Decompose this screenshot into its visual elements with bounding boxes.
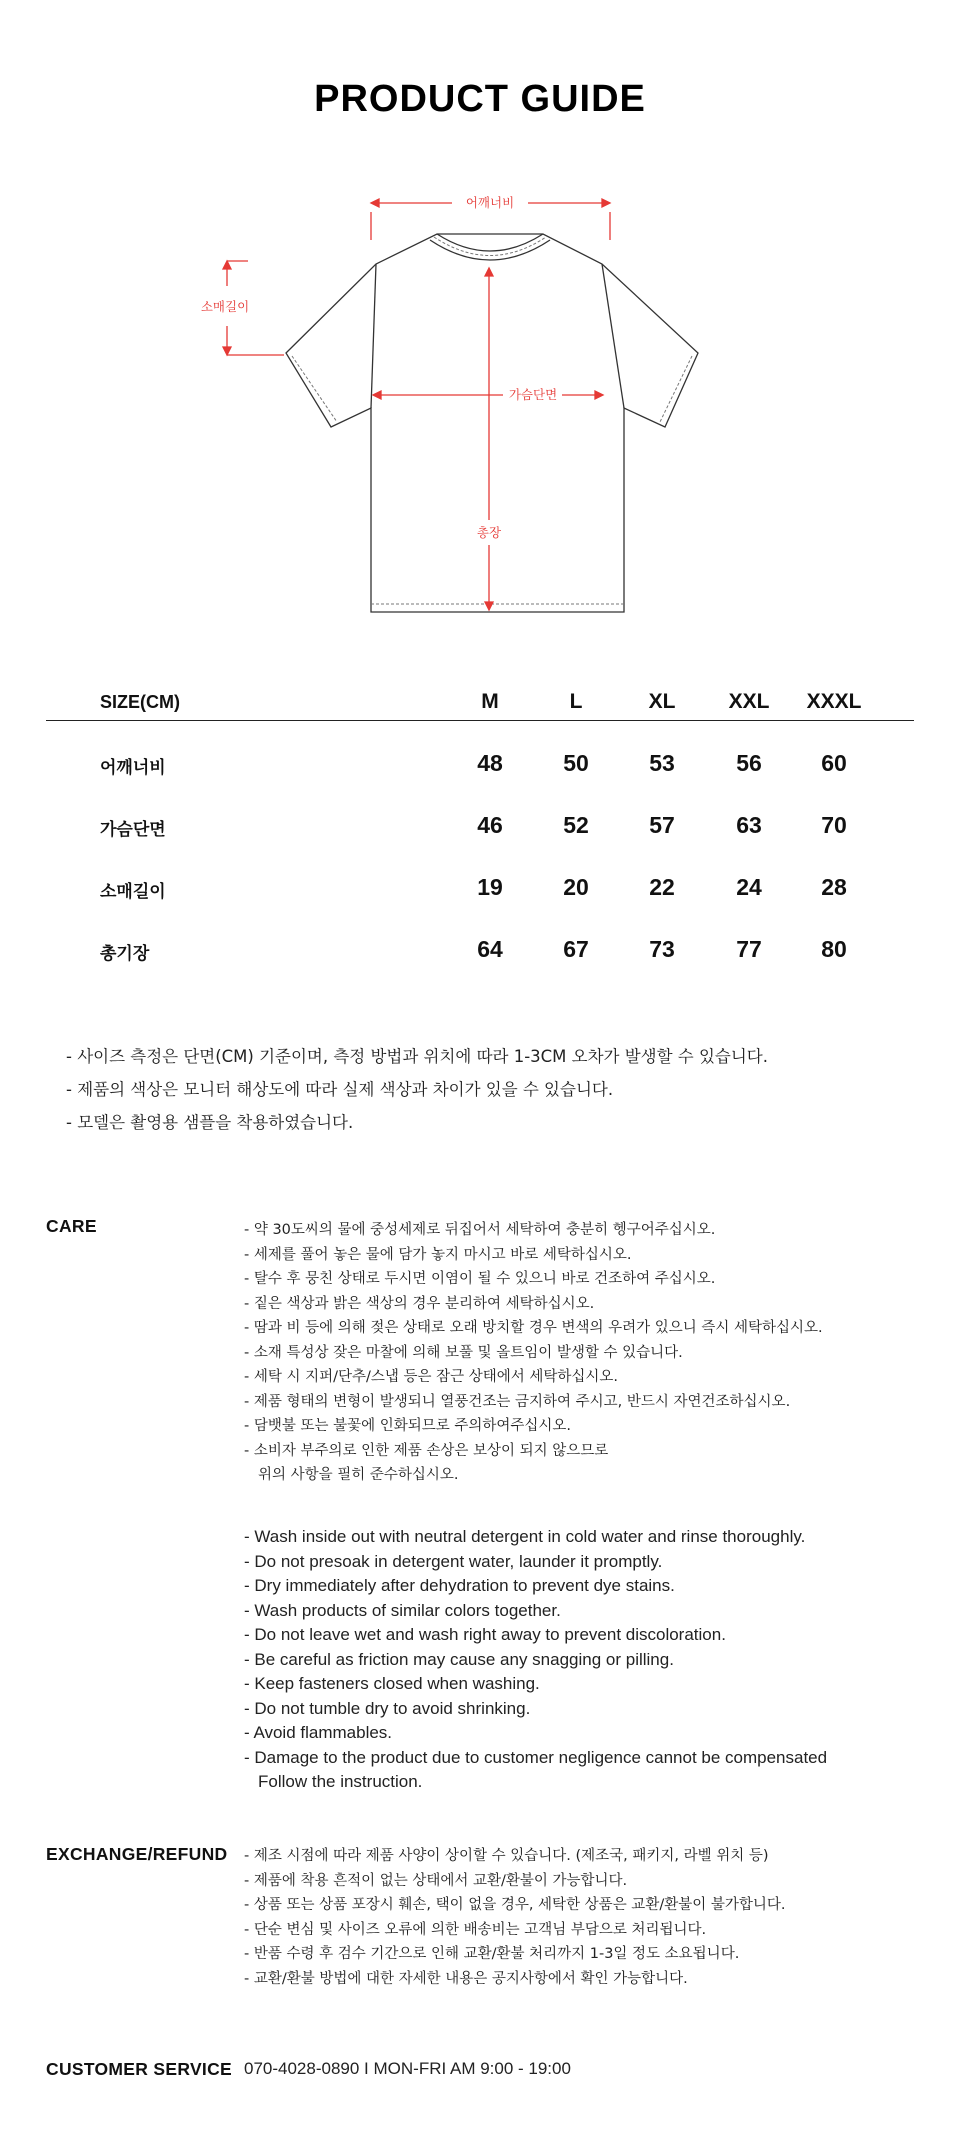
care-kr-line: - 세제를 풀어 놓은 물에 담가 놓지 마시고 바로 세탁하십시오. [244, 1246, 632, 1263]
care-en-line: - Keep fasteners closed when washing. [244, 1674, 540, 1693]
care-kr-line: - 짙은 색상과 밝은 색상의 경우 분리하여 세탁하십시오. [244, 1295, 595, 1312]
table-cell: 80 [821, 936, 847, 962]
page-title: PRODUCT GUIDE [314, 78, 646, 120]
customer-service-label: CUSTOMER SERVICE [46, 2059, 232, 2079]
collar-stitch [434, 237, 546, 256]
exchange-line: - 반품 수령 후 검수 기간으로 인해 교환/환불 처리까지 1-3일 정도 소요됩니다. [244, 1946, 740, 1962]
chest-arrow-left [373, 391, 381, 399]
table-row [46, 907, 914, 969]
table-cell: 48 [477, 750, 503, 776]
table-cell: 77 [736, 936, 762, 962]
table-cell: 46 [477, 812, 503, 838]
chest-arrow-right [595, 391, 603, 399]
table-cell: 73 [649, 936, 675, 962]
size-header-xxxl: XXXL [806, 690, 862, 713]
row-label: 어깨너비 [100, 758, 166, 778]
sleeve-hem-stitch-left [292, 356, 337, 422]
exchange-line: - 단순 변심 및 사이즈 오류에 의한 배송비는 고객님 부담으로 처리됩니다. [244, 1921, 707, 1938]
row-label: 총기장 [100, 944, 150, 964]
care-korean-list [244, 1218, 944, 1488]
exchange-refund-label: EXCHANGE/REFUND [46, 1844, 228, 1864]
note-line: - 모델은 촬영용 샘플을 착용하였습니다. [66, 1113, 354, 1132]
table-row [46, 845, 914, 907]
sleeve-hem-stitch-right [659, 356, 692, 424]
care-en-line: - Do not presoak in detergent water, launder it promptly. [244, 1551, 663, 1571]
sleeve-arrow-top [223, 261, 231, 269]
chest-label: 가슴단면 [508, 387, 558, 402]
care-en-line: - Avoid flammables. [244, 1723, 393, 1742]
care-en-line: - Dry immediately after dehydration to prevent dye stains. [244, 1576, 675, 1595]
note-line: - 제품의 색상은 모니터 해상도에 따라 실제 색상과 차이가 있을 수 있습니다. [66, 1080, 614, 1099]
table-cell: 28 [821, 874, 847, 900]
size-header-xxl: XXL [728, 690, 770, 713]
table-cell: 24 [736, 874, 762, 900]
sleeve-label: 소매길이 [200, 299, 250, 314]
length-arrow-bottom [485, 602, 493, 610]
care-en-line: - Wash inside out with neutral detergent in cold water and rinse thoroughly. [244, 1527, 806, 1546]
size-header-l: L [569, 690, 583, 713]
table-cell: 57 [649, 812, 675, 838]
table-cell: 19 [477, 874, 503, 900]
collar-outer [437, 234, 543, 251]
table-cell: 64 [477, 936, 503, 962]
length-label: 총장 [476, 525, 502, 540]
care-kr-line: 위의 사항을 필히 준수하십시오. [258, 1467, 459, 1483]
care-kr-line: - 약 30도씨의 물에 중성세제로 뒤집어서 세탁하여 충분히 헹구어주십시오. [244, 1222, 716, 1238]
care-en-line: Follow the instruction. [258, 1772, 423, 1791]
care-en-line: - Do not tumble dry to avoid shrinking. [244, 1698, 531, 1718]
length-arrow-top [485, 268, 493, 276]
exchange-line: - 제품에 착용 흔적이 없는 상태에서 교환/환불이 가능합니다. [244, 1872, 628, 1889]
exchange-line: - 상품 또는 상품 포장시 훼손, 택이 없을 경우, 세탁한 상품은 교환/환불이 불가합니다. [244, 1897, 786, 1913]
care-label: CARE [46, 1216, 97, 1236]
size-header-label: SIZE(CM) [100, 692, 180, 712]
care-kr-line: - 소비자 부주의로 인한 제품 손상은 보상이 되지 않으므로 [244, 1442, 609, 1459]
care-kr-line: - 담뱃불 또는 불꽃에 인화되므로 주의하여주십시오. [244, 1418, 572, 1434]
care-en-line: - Do not leave wet and wash right away to prevent discoloration. [244, 1625, 726, 1644]
tshirt-measurement-diagram [0, 180, 960, 630]
exchange-line: - 교환/환불 방법에 대한 자세한 내용은 공지사항에서 확인 가능합니다. [244, 1970, 688, 1987]
table-cell: 52 [563, 812, 589, 838]
armhole-right [602, 264, 624, 408]
care-en-line: - Be careful as friction may cause any snagging or pilling. [244, 1649, 674, 1669]
sleeve-arrow-bottom [223, 347, 231, 355]
care-english-list [244, 1525, 944, 1795]
table-row [46, 783, 914, 845]
table-cell: 63 [736, 812, 762, 838]
table-cell: 56 [736, 750, 762, 776]
table-row [46, 721, 914, 783]
table-cell: 22 [649, 874, 675, 900]
care-kr-line: - 땀과 비 등에 의해 젖은 상태로 오래 방치할 경우 변색의 우려가 있으니 즉시 세탁하십시오. [244, 1320, 823, 1336]
size-header-m: M [481, 690, 499, 713]
table-cell: 50 [563, 750, 589, 776]
row-label: 가슴단면 [100, 820, 166, 840]
collar-inner [430, 240, 550, 260]
row-label: 소매길이 [100, 882, 166, 902]
exchange-line: - 제조 시점에 따라 제품 사양이 상이할 수 있습니다. (제조국, 패키지, 라벨 위치 등) [244, 1848, 769, 1864]
care-kr-line: - 제품 형태의 변형이 발생되니 열풍건조는 금지하여 주시고, 반드시 자연건조하십시오. [244, 1393, 791, 1410]
table-cell: 53 [649, 750, 675, 776]
shoulder-arrow-right [602, 199, 610, 207]
care-kr-line: - 세탁 시 지퍼/단추/스냅 등은 잠근 상태에서 세탁하십시오. [244, 1369, 619, 1385]
care-en-line: - Damage to the product due to customer negligence cannot be compensated [244, 1747, 828, 1767]
armhole-left [371, 264, 376, 408]
note-line: - 사이즈 측정은 단면(CM) 기준이며, 측정 방법과 위치에 따라 1-3CM 오차가 발생할 수 있습니다. [66, 1047, 768, 1066]
shoulder-arrow-left [371, 199, 379, 207]
table-cell: 67 [563, 936, 589, 962]
table-cell: 20 [563, 874, 589, 900]
size-header-xl: XL [648, 690, 676, 713]
tshirt-outline [286, 234, 698, 612]
size-table [46, 680, 914, 969]
care-kr-line: - 소재 특성상 잦은 마찰에 의해 보풀 및 올트임이 발생할 수 있습니다. [244, 1344, 683, 1361]
shoulder-label: 어깨너비 [465, 195, 515, 210]
table-cell: 70 [821, 812, 847, 838]
customer-service-info: 070-4028-0890 I MON-FRI AM 9:00 - 19:00 [244, 2059, 571, 2078]
care-en-line: - Wash products of similar colors together. [244, 1600, 561, 1620]
care-kr-line: - 탈수 후 뭉친 상태로 두시면 이염이 될 수 있으니 바로 건조하여 주십시오. [244, 1271, 716, 1287]
size-table-header [46, 680, 914, 721]
exchange-refund-list [244, 1844, 944, 1991]
table-cell: 60 [821, 750, 847, 776]
size-notes [66, 1040, 926, 1139]
